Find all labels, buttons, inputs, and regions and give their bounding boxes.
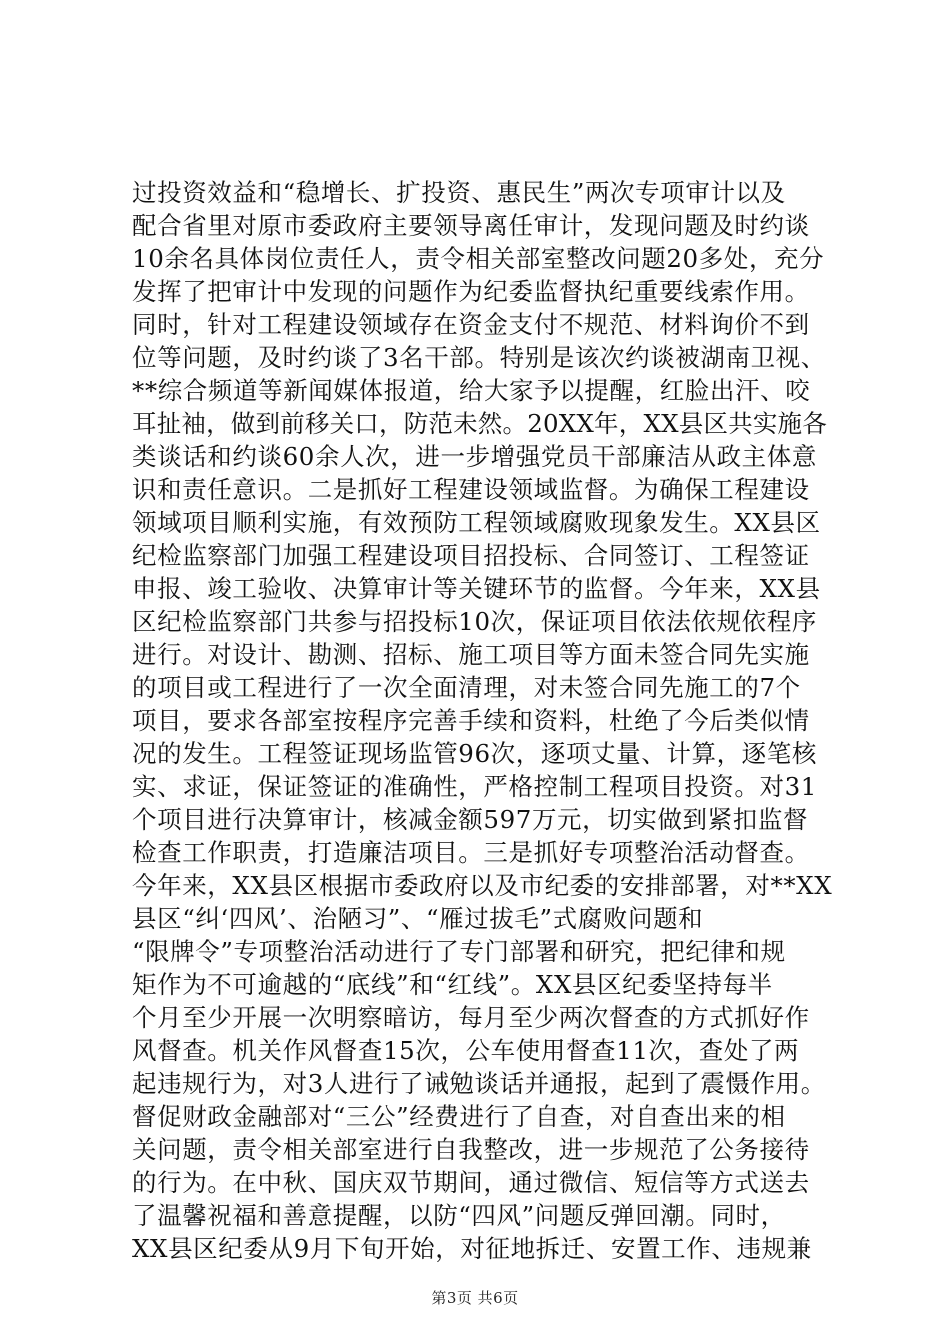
text-line: 项目，要求各部室按程序完善手续和资料，杜绝了今后类似情 — [132, 706, 810, 735]
page-footer: 第3页 共6页 — [431, 1289, 519, 1307]
body-text — [132, 176, 832, 1265]
text-line: 的项目或工程进行了一次全面清理，对未签合同先施工的7个 — [132, 673, 801, 702]
text-line: 个月至少开展一次明察暗访，每月至少两次督查的方式抓好作 — [132, 1003, 810, 1032]
text-line: 的行为。在中秋、国庆双节期间，通过微信、短信等方式送去 — [132, 1168, 810, 1197]
text-line: 县区“纠‘四风’、治陋习”、“雁过拔毛”式腐败问题和 — [132, 904, 704, 933]
text-line: 检查工作职责，打造廉洁项目。三是抓好专项整治活动督查。 — [132, 838, 810, 867]
text-line: 了温馨祝福和善意提醒，以防“四风”问题反弹回潮。同时， — [132, 1201, 786, 1230]
text-line: 识和责任意识。二是抓好工程建设领域监督。为确保工程建设 — [132, 475, 810, 504]
text-line: 关问题，责令相关部室进行自我整改，进一步规范了公务接待 — [132, 1135, 810, 1164]
text-line: 矩作为不可逾越的“底线”和“红线”。XX县区纪委坚持每半 — [132, 970, 773, 999]
text-line: 风督查。机关作风督查15次，公车使用督查11次，查处了两 — [132, 1036, 800, 1065]
text-line: 区纪检监察部门共参与招投标10次，保证项目依法依规依程序 — [132, 607, 817, 636]
text-line: 申报、竣工验收、决算审计等关键环节的监督。今年来，XX县 — [132, 574, 821, 603]
text-line: 个项目进行决算审计，核减金额597万元，切实做到紧扣监督 — [132, 805, 809, 834]
text-line: **综合频道等新闻媒体报道，给大家予以提醒，红脸出汗、咬 — [132, 376, 811, 405]
text-line: 位等问题，及时约谈了3名干部。特别是该次约谈被湖南卫视、 — [132, 343, 826, 372]
text-line: 配合省里对原市委政府主要领导离任审计，发现问题及时约谈 — [132, 211, 810, 240]
text-line: XX县区纪委从9月下旬开始，对征地拆迁、安置工作、违规兼 — [132, 1234, 812, 1263]
text-line: 督促财政金融部对“三公”经费进行了自查，对自查出来的相 — [132, 1102, 786, 1131]
text-line: 况的发生。工程签证现场监管96次，逐项丈量、计算，逐笔核 — [132, 739, 817, 768]
text-line: 类谈话和约谈60余人次，进一步增强党员干部廉洁从政主体意 — [132, 442, 817, 471]
text-line: 10余名具体岗位责任人，责令相关部室整改问题20多处，充分 — [132, 244, 825, 273]
text-line: 发挥了把审计中发现的问题作为纪委监督执纪重要线索作用。 — [132, 277, 810, 306]
text-line: 实、求证，保证签证的准确性，严格控制工程项目投资。对31 — [132, 772, 817, 801]
text-line: 同时，针对工程建设领域存在资金支付不规范、材料询价不到 — [132, 310, 810, 339]
text-line: “限牌令”专项整治活动进行了专门部署和研究，把纪律和规 — [132, 937, 786, 966]
text-line: 过投资效益和“稳增长、扩投资、惠民生”两次专项审计以及 — [132, 178, 786, 207]
text-line: 耳扯袖，做到前移关口，防范未然。20XX年，XX县区共实施各 — [132, 409, 827, 438]
text-line: 起违规行为，对3人进行了诫勉谈话并通报，起到了震慑作用。 — [132, 1069, 826, 1098]
text-line: 纪检监察部门加强工程建设项目招投标、合同签订、工程签证 — [132, 541, 810, 570]
text-line: 领域项目顺利实施，有效预防工程领域腐败现象发生。XX县区 — [132, 508, 821, 537]
text-line: 进行。对设计、勘测、招标、施工项目等方面未签合同先实施 — [132, 640, 810, 669]
text-line: 今年来，XX县区根据市委政府以及市纪委的安排部署，对**XX — [132, 871, 833, 900]
